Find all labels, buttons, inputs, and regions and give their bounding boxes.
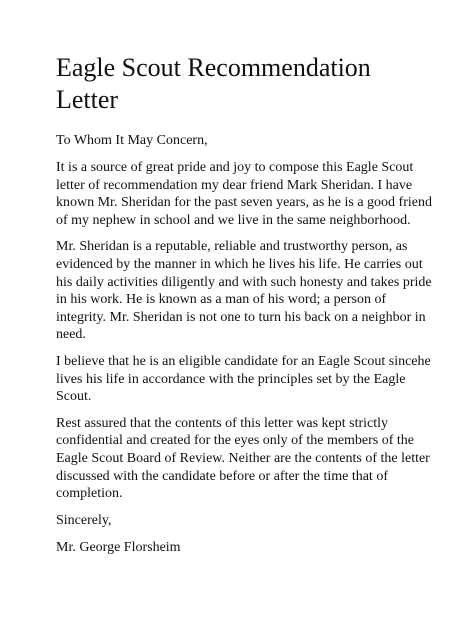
paragraph-4: Rest assured that the contents of this letter was kept strictly confidential and created for the eyes only of the members of the Eagle Scout Board of Review. Neither are the contents of the letter discussed with the candidate before or after the time that of completion. (56, 415, 430, 502)
letter-page (56, 52, 436, 557)
closing: Sincerely, (56, 512, 112, 528)
signature: Mr. George Florsheim (56, 539, 181, 555)
paragraph-3: I believe that he is an eligible candidate for an Eagle Scout sincehe lives his life in accordance with the principles set by the Eagle Scout. (56, 353, 431, 405)
paragraph-1: It is a source of great pride and joy to compose this Eagle Scout letter of recommendation my dear friend Mark Sheridan. I have known Mr. Sheridan for the past seven years, as he is a good friend of my nephew in school and we live in the same neighborhood. (56, 160, 432, 228)
letter-title: Eagle Scout Recommendation Letter (56, 53, 371, 114)
salutation: To Whom It May Concern, (56, 133, 208, 148)
paragraph-2: Mr. Sheridan is a reputable, reliable and trustworthy person, as evidenced by the manner in which he lives his life. He carries out his daily activities diligently and with such honesty and takes pride in his work. He is known as a man of his word; a person of integrity. Mr. Sheridan is not one to turn his back on a neighbor in need. (56, 239, 432, 343)
